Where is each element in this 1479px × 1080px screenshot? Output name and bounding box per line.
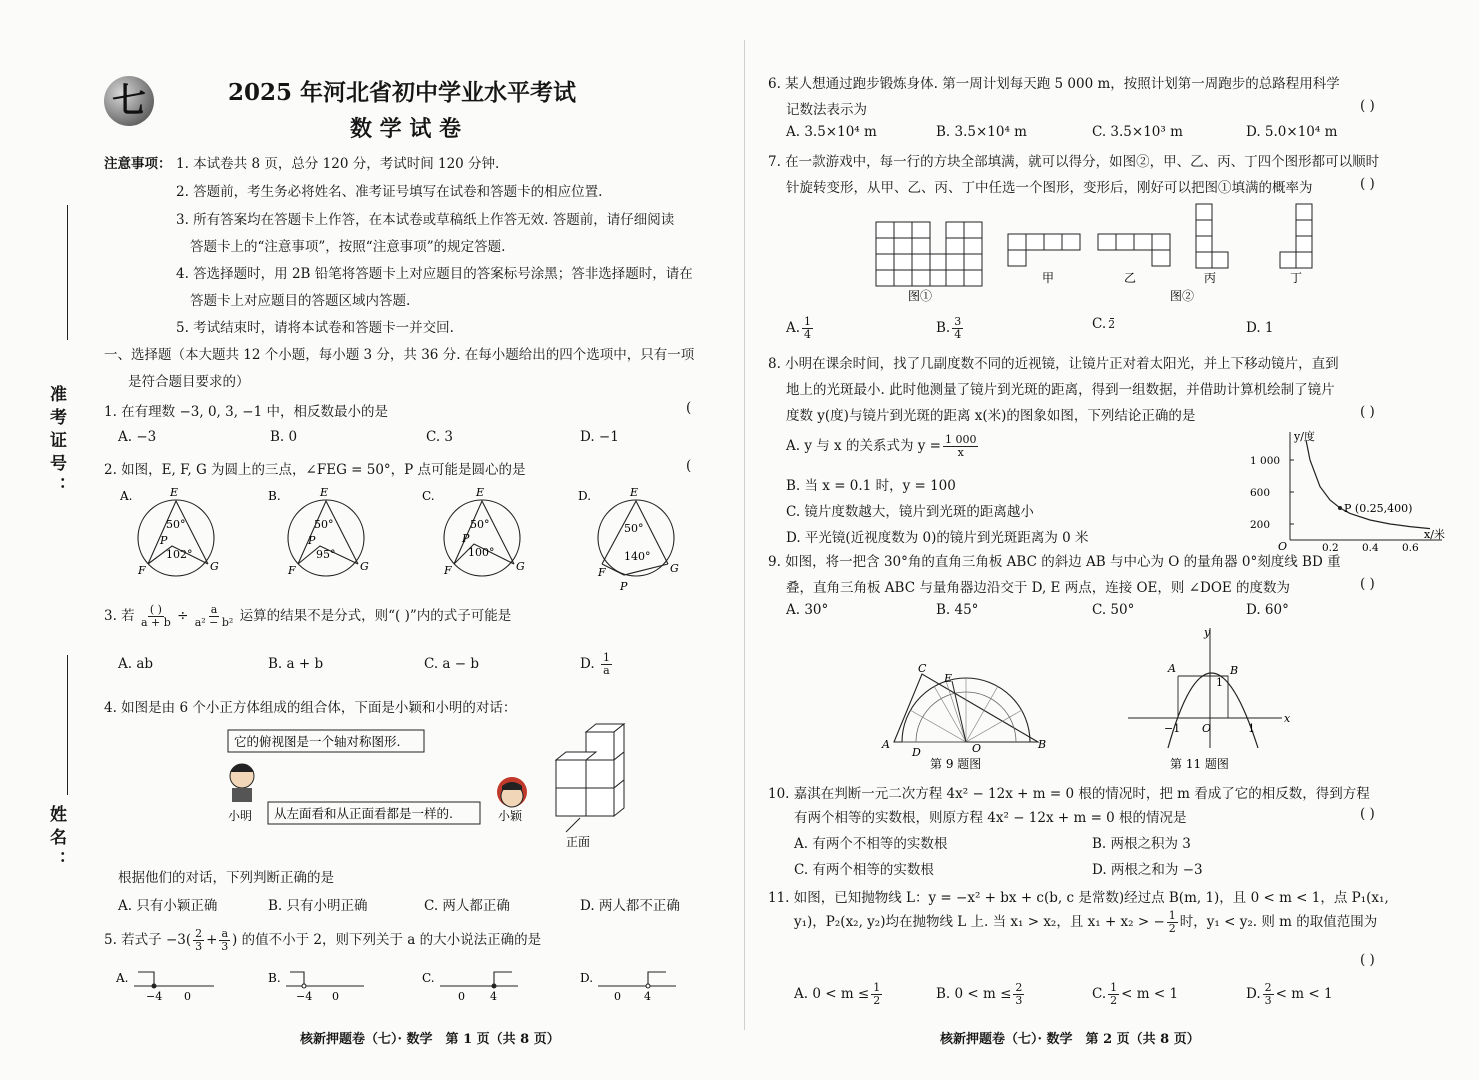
q11-a-frac bbox=[871, 982, 882, 1007]
q9-bracket: ( ) bbox=[1360, 576, 1375, 592]
q2-d-center-angle: 140° bbox=[624, 550, 651, 563]
q8-line1: 8. 小明在课余时间，找了几副度数不同的近视镜，让镜片正对着太阳光，并上下移动镜片，直到 bbox=[768, 356, 1339, 372]
q11-d-num: 2 bbox=[1264, 981, 1272, 994]
q11-caption: 第 11 题图 bbox=[1170, 757, 1229, 771]
q5-b-tick1: −4 bbox=[296, 990, 313, 1003]
q8-line3: 度数 y(度)与镜片到光斑的距离 x(米)的图象如图，下列结论正确的是 bbox=[786, 408, 1196, 424]
q5-plus: + bbox=[206, 932, 218, 948]
q11-line2-den: 2 bbox=[1168, 922, 1176, 935]
q11-x-label: x bbox=[1284, 712, 1291, 725]
q5-f2d: 3 bbox=[221, 940, 229, 953]
q7-option-c[interactable] bbox=[1092, 316, 1117, 332]
q2-d-p: P bbox=[620, 580, 628, 593]
q11-line2-frac bbox=[1167, 910, 1178, 935]
q7-fig2-caption: 图② bbox=[1170, 289, 1195, 303]
q3-option-a[interactable]: A. ab bbox=[118, 656, 154, 672]
q8-y-label: y/度 bbox=[1294, 430, 1315, 443]
q2-c-p: P bbox=[462, 532, 470, 545]
q11-c-pre: C. bbox=[1092, 986, 1107, 1002]
q4-dialogue-figure bbox=[210, 722, 650, 850]
page-title: 2025 年河北省初中学业水平考试 bbox=[228, 79, 577, 106]
q3-stem bbox=[104, 604, 511, 629]
q11-c-frac bbox=[1108, 982, 1119, 1007]
q3-frac2-num: a bbox=[210, 603, 218, 616]
q7-a-frac bbox=[802, 316, 813, 341]
q3-frac1-den: a + b bbox=[140, 616, 171, 629]
q11-c-post: < m < 1 bbox=[1121, 986, 1179, 1002]
q9-pt-o: O bbox=[972, 742, 982, 755]
q11-option-d[interactable] bbox=[1246, 982, 1333, 1007]
name-line bbox=[67, 655, 68, 795]
q11-a-pre: A. 0 < m ≤ bbox=[794, 986, 870, 1002]
q7-shape-bing: 丙 bbox=[1204, 271, 1217, 285]
q6-option-c[interactable]: C. 3.5×10³ m bbox=[1092, 124, 1183, 140]
q7-bracket: ( ) bbox=[1360, 176, 1375, 192]
q3-div: ÷ bbox=[177, 608, 189, 624]
q8-y-tick-2: 200 bbox=[1250, 519, 1271, 531]
q2-c-center-angle: 100° bbox=[468, 546, 495, 559]
name-label: 姓名： bbox=[46, 805, 66, 874]
note-3: 3. 所有答案均在答题卡上作答，在本试卷或草稿纸上作答无效. 答题前，请仔细阅读 bbox=[176, 212, 675, 228]
q1-stem: 1. 在有理数 −3, 0, 3, −1 中，相反数最小的是 bbox=[104, 404, 388, 420]
q8-line2: 地上的光斑最小. 此时他测量了镜片到光斑的距离，得到一组数据，并借助计算机绘制了镜片 bbox=[786, 382, 1335, 398]
q2-option-b[interactable]: B. bbox=[268, 489, 281, 503]
note-4: 4. 答选择题时，用 2B 铅笔将答题卡上对应题目的答案标号涂黑；答非选择题时，请在 bbox=[176, 266, 693, 282]
q7-a-label: A. bbox=[786, 320, 801, 336]
q3-pre: 3. 若 bbox=[104, 608, 135, 624]
q1-bracket: ( bbox=[686, 400, 692, 416]
q3-frac2-den: a² − b² bbox=[194, 616, 234, 629]
q8-option-a[interactable] bbox=[786, 434, 980, 459]
q8-x-tick-0: 0.2 bbox=[1322, 542, 1339, 552]
q6-line2: 记数法表示为 bbox=[786, 102, 867, 118]
footer-page1: 核新押题卷（七）· 数学 第 1 页（共 8 页） bbox=[300, 1032, 560, 1047]
q7-shape-ding: 丁 bbox=[1290, 271, 1303, 285]
q11-y-label: y bbox=[1204, 626, 1211, 639]
q2-a-g: G bbox=[210, 560, 219, 573]
q8-y-tick-1: 600 bbox=[1250, 487, 1271, 499]
page-fold bbox=[744, 40, 745, 1030]
q11-line1: 11. 如图，已知抛物线 L：y = −x² + bx + c(b, c 是常数)经过点 B(m, 1)，且 0 < m < 1，点 P₁(x₁, bbox=[768, 890, 1389, 906]
q10-option-b[interactable]: B. 两根之积为 3 bbox=[1092, 836, 1191, 852]
q9-pt-c: C bbox=[918, 664, 927, 675]
q4-front-label: 正面 bbox=[566, 835, 591, 849]
q7-option-d[interactable]: D. 1 bbox=[1246, 320, 1274, 336]
q8-option-d[interactable]: D. 平光镜(近视度数为 0)的镜片到光斑距离为 0 米 bbox=[786, 530, 1089, 546]
q3-d-frac bbox=[601, 652, 612, 677]
q7-b-num: 3 bbox=[954, 315, 962, 328]
q11-d-post: < m < 1 bbox=[1275, 986, 1333, 1002]
q11-line2 bbox=[794, 910, 1377, 935]
q2-stem: 2. 如图，E, F, G 为圆上的三点，∠FEG = 50°，P 点可能是圆心的是 bbox=[104, 462, 526, 478]
admission-label: 准考证号： bbox=[46, 385, 66, 500]
q7-option-a[interactable] bbox=[786, 316, 815, 341]
q5-number-lines bbox=[104, 964, 704, 1006]
q8-option-b[interactable]: B. 当 x = 0.1 时，y = 100 bbox=[786, 478, 956, 494]
q4-name1: 小明 bbox=[228, 809, 253, 823]
q7-tetris-figures bbox=[870, 200, 1330, 308]
q6-option-b[interactable]: B. 3.5×10⁴ m bbox=[936, 124, 1027, 140]
q5-option-d[interactable]: D. bbox=[580, 971, 594, 985]
q8-a-pre: A. y 与 x 的关系式为 y = bbox=[786, 438, 941, 454]
q6-bracket: ( ) bbox=[1360, 98, 1375, 114]
q11-pt-o: O bbox=[1202, 722, 1212, 735]
q9-option-d[interactable]: D. 60° bbox=[1246, 602, 1289, 618]
note-3b: 答题卡上的“注意事项”，按照“注意事项”的规定答题. bbox=[190, 239, 506, 255]
q9-pt-b: B bbox=[1038, 738, 1047, 751]
footer-page2: 核新押题卷（七）· 数学 第 2 页（共 8 页） bbox=[940, 1032, 1200, 1047]
q11-b-num: 2 bbox=[1015, 981, 1023, 994]
q7-c-frac bbox=[1108, 318, 1115, 331]
q8-x-label: x/米 bbox=[1424, 528, 1445, 541]
q10-option-c[interactable]: C. 有两个相等的实数根 bbox=[794, 862, 934, 878]
page-subtitle: 数 学 试 卷 bbox=[350, 116, 461, 142]
q8-option-c[interactable]: C. 镜片度数越大，镜片到光斑的距离越小 bbox=[786, 504, 1034, 520]
q8-x-tick-2: 0.6 bbox=[1402, 542, 1419, 552]
q5-a-tick1: −4 bbox=[146, 990, 163, 1003]
q9-option-b[interactable]: B. 45° bbox=[936, 602, 979, 618]
q7-b-frac bbox=[952, 316, 963, 341]
q7-option-b[interactable] bbox=[936, 316, 965, 341]
q10-option-a[interactable]: A. 有两个不相等的实数根 bbox=[794, 836, 948, 852]
q4-name2: 小颖 bbox=[498, 809, 523, 823]
q7-b-label: B. bbox=[936, 320, 951, 336]
q2-a-center-angle: 102° bbox=[166, 548, 193, 561]
q4-judge: 根据他们的对话，下列判断正确的是 bbox=[118, 870, 334, 886]
q3-option-c[interactable]: C. a − b bbox=[424, 656, 480, 672]
q2-b-p: P bbox=[308, 534, 316, 547]
q3-frac1-num: ( ) bbox=[149, 603, 162, 616]
q10-line2: 有两个相等的实数根，则原方程 4x² − 12x + m = 0 根的情况是 bbox=[794, 810, 1187, 826]
q11-c-den: 2 bbox=[1110, 994, 1118, 1007]
q2-c-e: E bbox=[476, 486, 485, 499]
q11-option-a[interactable] bbox=[794, 982, 884, 1007]
q2-bracket: ( bbox=[686, 458, 692, 474]
q5-frac2 bbox=[219, 928, 230, 953]
q2-a-top-angle: 50° bbox=[166, 518, 186, 531]
q1-option-b[interactable]: B. 0 bbox=[270, 429, 298, 445]
q2-b-e: E bbox=[320, 486, 329, 499]
q2-b-top-angle: 50° bbox=[314, 518, 334, 531]
q8-a-frac bbox=[943, 434, 979, 459]
section1-heading-2: 是符合题目要求的） bbox=[128, 374, 250, 390]
q2-option-d[interactable]: D. bbox=[578, 489, 592, 503]
q7-line2: 针旋转变形，从甲、乙、丙、丁中任选一个图形，变形后，刚好可以把图①填满的概率为 bbox=[786, 180, 1313, 196]
note-4b: 答题卡上对应题目的答题区域内答题. bbox=[190, 293, 411, 309]
q1-option-d[interactable]: D. −1 bbox=[580, 429, 619, 445]
q5-option-a[interactable]: A. bbox=[116, 971, 129, 985]
q2-b-center-angle: 95° bbox=[316, 548, 336, 561]
q7-fig1-caption: 图① bbox=[908, 289, 933, 303]
section1-heading: 一、选择题（本大题共 12 个小题，每小题 3 分，共 36 分. 在每小题给出的四个选项中，只有一项 bbox=[104, 347, 695, 363]
notes-label: 注意事项： bbox=[104, 156, 172, 172]
q8-a-num: 1 000 bbox=[944, 433, 977, 446]
q11-b-pre: B. 0 < m ≤ bbox=[936, 986, 1012, 1002]
q11-option-c[interactable] bbox=[1092, 982, 1178, 1007]
q1-option-c[interactable]: C. 3 bbox=[426, 429, 454, 445]
q7-shape-yi: 乙 bbox=[1124, 271, 1137, 285]
q11-figure bbox=[1124, 624, 1294, 774]
q9-line2: 叠，直角三角板 ABC 与量角器边沿交于 D, E 两点，连接 OE，则 ∠DOE 的度数为 bbox=[786, 580, 1291, 596]
q9-figure bbox=[880, 664, 1060, 774]
q2-c-top-angle: 50° bbox=[470, 518, 490, 531]
q7-b-den: 4 bbox=[954, 328, 962, 341]
q5-f1d: 3 bbox=[195, 940, 203, 953]
q3-d-den: a bbox=[603, 664, 610, 677]
q4-bubble2: 从左面看和从正面看都是一样的. bbox=[274, 806, 453, 821]
q5-c-tick2: 4 bbox=[490, 990, 497, 1003]
q4-option-c[interactable]: C. 两人都正确 bbox=[424, 898, 510, 914]
q3-post: 运算的结果不是分式，则“( )”内的式子可能是 bbox=[239, 608, 512, 624]
q4-option-b[interactable]: B. 只有小明正确 bbox=[268, 898, 368, 914]
q2-a-p: P bbox=[160, 534, 168, 547]
q2-d-top-angle: 50° bbox=[624, 522, 644, 535]
q2-a-e: E bbox=[170, 486, 179, 499]
q5-d-tick2: 4 bbox=[644, 990, 651, 1003]
q3-frac1 bbox=[141, 604, 171, 629]
q11-line2-post: 时，y₁ < y₂. 则 m 的取值范围为 bbox=[1179, 914, 1378, 930]
note-2: 2. 答题前，考生务必将姓名、准考证号填写在试卷和答题卡的相应位置. bbox=[176, 184, 603, 200]
q5-b-tick2: 0 bbox=[332, 990, 339, 1003]
q11-pt-a: A bbox=[1168, 662, 1176, 675]
q4-option-d[interactable]: D. 两人都不正确 bbox=[580, 898, 680, 914]
q11-d-frac bbox=[1263, 982, 1274, 1007]
paper-number-badge: 七 bbox=[104, 76, 154, 126]
q8-point-p bbox=[1338, 506, 1342, 510]
q10-line1: 10. 嘉淇在判断一元二次方程 4x² − 12x + m = 0 根的情况时，把 m 看成了它的相反数，得到方程 bbox=[768, 786, 1370, 802]
q11-bracket: ( ) bbox=[1360, 952, 1375, 968]
admission-line bbox=[67, 205, 68, 340]
q11-tick-m1: −1 bbox=[1164, 722, 1181, 735]
q9-caption: 第 9 题图 bbox=[930, 757, 982, 771]
q8-curve bbox=[1306, 440, 1430, 529]
q2-option-c[interactable]: C. bbox=[422, 489, 435, 503]
q8-a-den: x bbox=[957, 446, 964, 459]
q2-d-f: F bbox=[598, 566, 606, 579]
q5-option-c[interactable]: C. bbox=[422, 971, 435, 985]
q5-f2n: a bbox=[221, 927, 229, 940]
q9-line1: 9. 如图，将一把含 30°角的直角三角板 ABC 的斜边 AB 与中心为 O 的量角器 0°刻度线 BD 重 bbox=[768, 554, 1341, 570]
q11-b-frac bbox=[1013, 982, 1024, 1007]
q11-tick-1: 1 bbox=[1248, 722, 1255, 735]
q8-bracket: ( ) bbox=[1360, 404, 1375, 420]
q7-c-den: 2 bbox=[1108, 318, 1116, 331]
q8-y-tick-0: 1 000 bbox=[1250, 455, 1281, 467]
q10-bracket: ( ) bbox=[1360, 806, 1375, 822]
q11-d-den: 3 bbox=[1264, 994, 1272, 1007]
q11-a-den: 2 bbox=[873, 994, 881, 1007]
q4-stem: 4. 如图是由 6 个小正方体组成的组合体，下面是小颖和小明的对话： bbox=[104, 700, 517, 716]
q4-bubble1: 它的俯视图是一个轴对称图形. bbox=[234, 734, 401, 749]
note-1: 1. 本试卷共 8 页，总分 120 分，考试时间 120 分钟. bbox=[176, 156, 500, 172]
q11-d-pre: D. bbox=[1246, 986, 1261, 1002]
q11-parabola bbox=[1168, 673, 1258, 748]
q9-option-a[interactable]: A. 30° bbox=[786, 602, 829, 618]
q7-a-den: 4 bbox=[804, 328, 812, 341]
q3-d-label: D. bbox=[580, 656, 595, 672]
q3-option-b[interactable]: B. a + b bbox=[268, 656, 324, 672]
q11-c-num: 1 bbox=[1110, 981, 1118, 994]
q7-c-label: C. bbox=[1092, 316, 1107, 332]
q5-d-tick1: 0 bbox=[614, 990, 621, 1003]
q11-line2-pre: y₁)，P₂(x₂, y₂)均在抛物线 L 上. 当 x₁ > x₂，且 x₁ + x₂ > − bbox=[794, 914, 1165, 930]
q7-a-num: 1 bbox=[804, 315, 812, 328]
q5-a-tick2: 0 bbox=[184, 990, 191, 1003]
q7-shape-jia: 甲 bbox=[1042, 271, 1055, 285]
q2-d-e: E bbox=[630, 486, 639, 499]
q11-line2-num: 1 bbox=[1168, 909, 1176, 922]
q8-annotation: P (0.25,400) bbox=[1344, 502, 1413, 515]
q2-c-g: G bbox=[516, 560, 525, 573]
q8-chart bbox=[1248, 428, 1448, 552]
q3-d-num: 1 bbox=[602, 651, 610, 664]
q11-option-b[interactable] bbox=[936, 982, 1026, 1007]
q6-option-a[interactable]: A. 3.5×10⁴ m bbox=[786, 124, 877, 140]
q2-b-g: G bbox=[360, 560, 369, 573]
q6-option-d[interactable]: D. 5.0×10⁴ m bbox=[1246, 124, 1338, 140]
q3-frac2 bbox=[195, 604, 234, 629]
q9-pt-e: E bbox=[944, 672, 953, 685]
q9-option-c[interactable]: C. 50° bbox=[1092, 602, 1135, 618]
q2-option-a[interactable]: A. bbox=[120, 489, 133, 503]
q5-stem bbox=[104, 928, 541, 953]
q11-pt-b: B bbox=[1230, 664, 1239, 677]
front-arrow bbox=[566, 818, 580, 832]
q2-a-f: F bbox=[138, 564, 146, 577]
q5-post: ) 的值不小于 2，则下列关于 a 的大小说法正确的是 bbox=[232, 932, 542, 948]
q9-pt-d: D bbox=[912, 746, 921, 759]
q11-tick-1y: 1 bbox=[1216, 676, 1223, 689]
q9-pt-a: A bbox=[882, 738, 890, 751]
q4-option-a[interactable]: A. 只有小颖正确 bbox=[118, 898, 218, 914]
q5-frac1 bbox=[193, 928, 204, 953]
q11-b-den: 3 bbox=[1015, 994, 1023, 1007]
q2-d-g: G bbox=[670, 562, 679, 575]
q5-pre: 5. 若式子 −3( bbox=[104, 932, 192, 948]
q5-option-b[interactable]: B. bbox=[268, 971, 281, 985]
q5-c-tick1: 0 bbox=[458, 990, 465, 1003]
note-5: 5. 考试结束时，请将本试卷和答题卡一并交回. bbox=[176, 320, 454, 336]
q5-f1n: 2 bbox=[195, 927, 203, 940]
q2-circle-figures bbox=[104, 482, 704, 594]
q8-x-tick-1: 0.4 bbox=[1362, 542, 1379, 552]
q10-option-d[interactable]: D. 两根之和为 −3 bbox=[1092, 862, 1203, 878]
q6-line1: 6. 某人想通过跑步锻炼身体. 第一周计划每天跑 5 000 m，按照计划第一周跑步的总路程用科学 bbox=[768, 76, 1340, 92]
q7-line1: 7. 在一款游戏中，每一行的方块全部填满，就可以得分，如图②，甲、乙、丙、丁四个图形都可以顺时 bbox=[768, 154, 1380, 170]
q3-option-d[interactable] bbox=[580, 652, 614, 677]
q2-c-f: F bbox=[444, 564, 452, 577]
q11-a-num: 1 bbox=[873, 981, 881, 994]
q1-option-a[interactable]: A. −3 bbox=[118, 429, 157, 445]
q2-b-f: F bbox=[288, 564, 296, 577]
q8-origin: O bbox=[1278, 540, 1288, 552]
